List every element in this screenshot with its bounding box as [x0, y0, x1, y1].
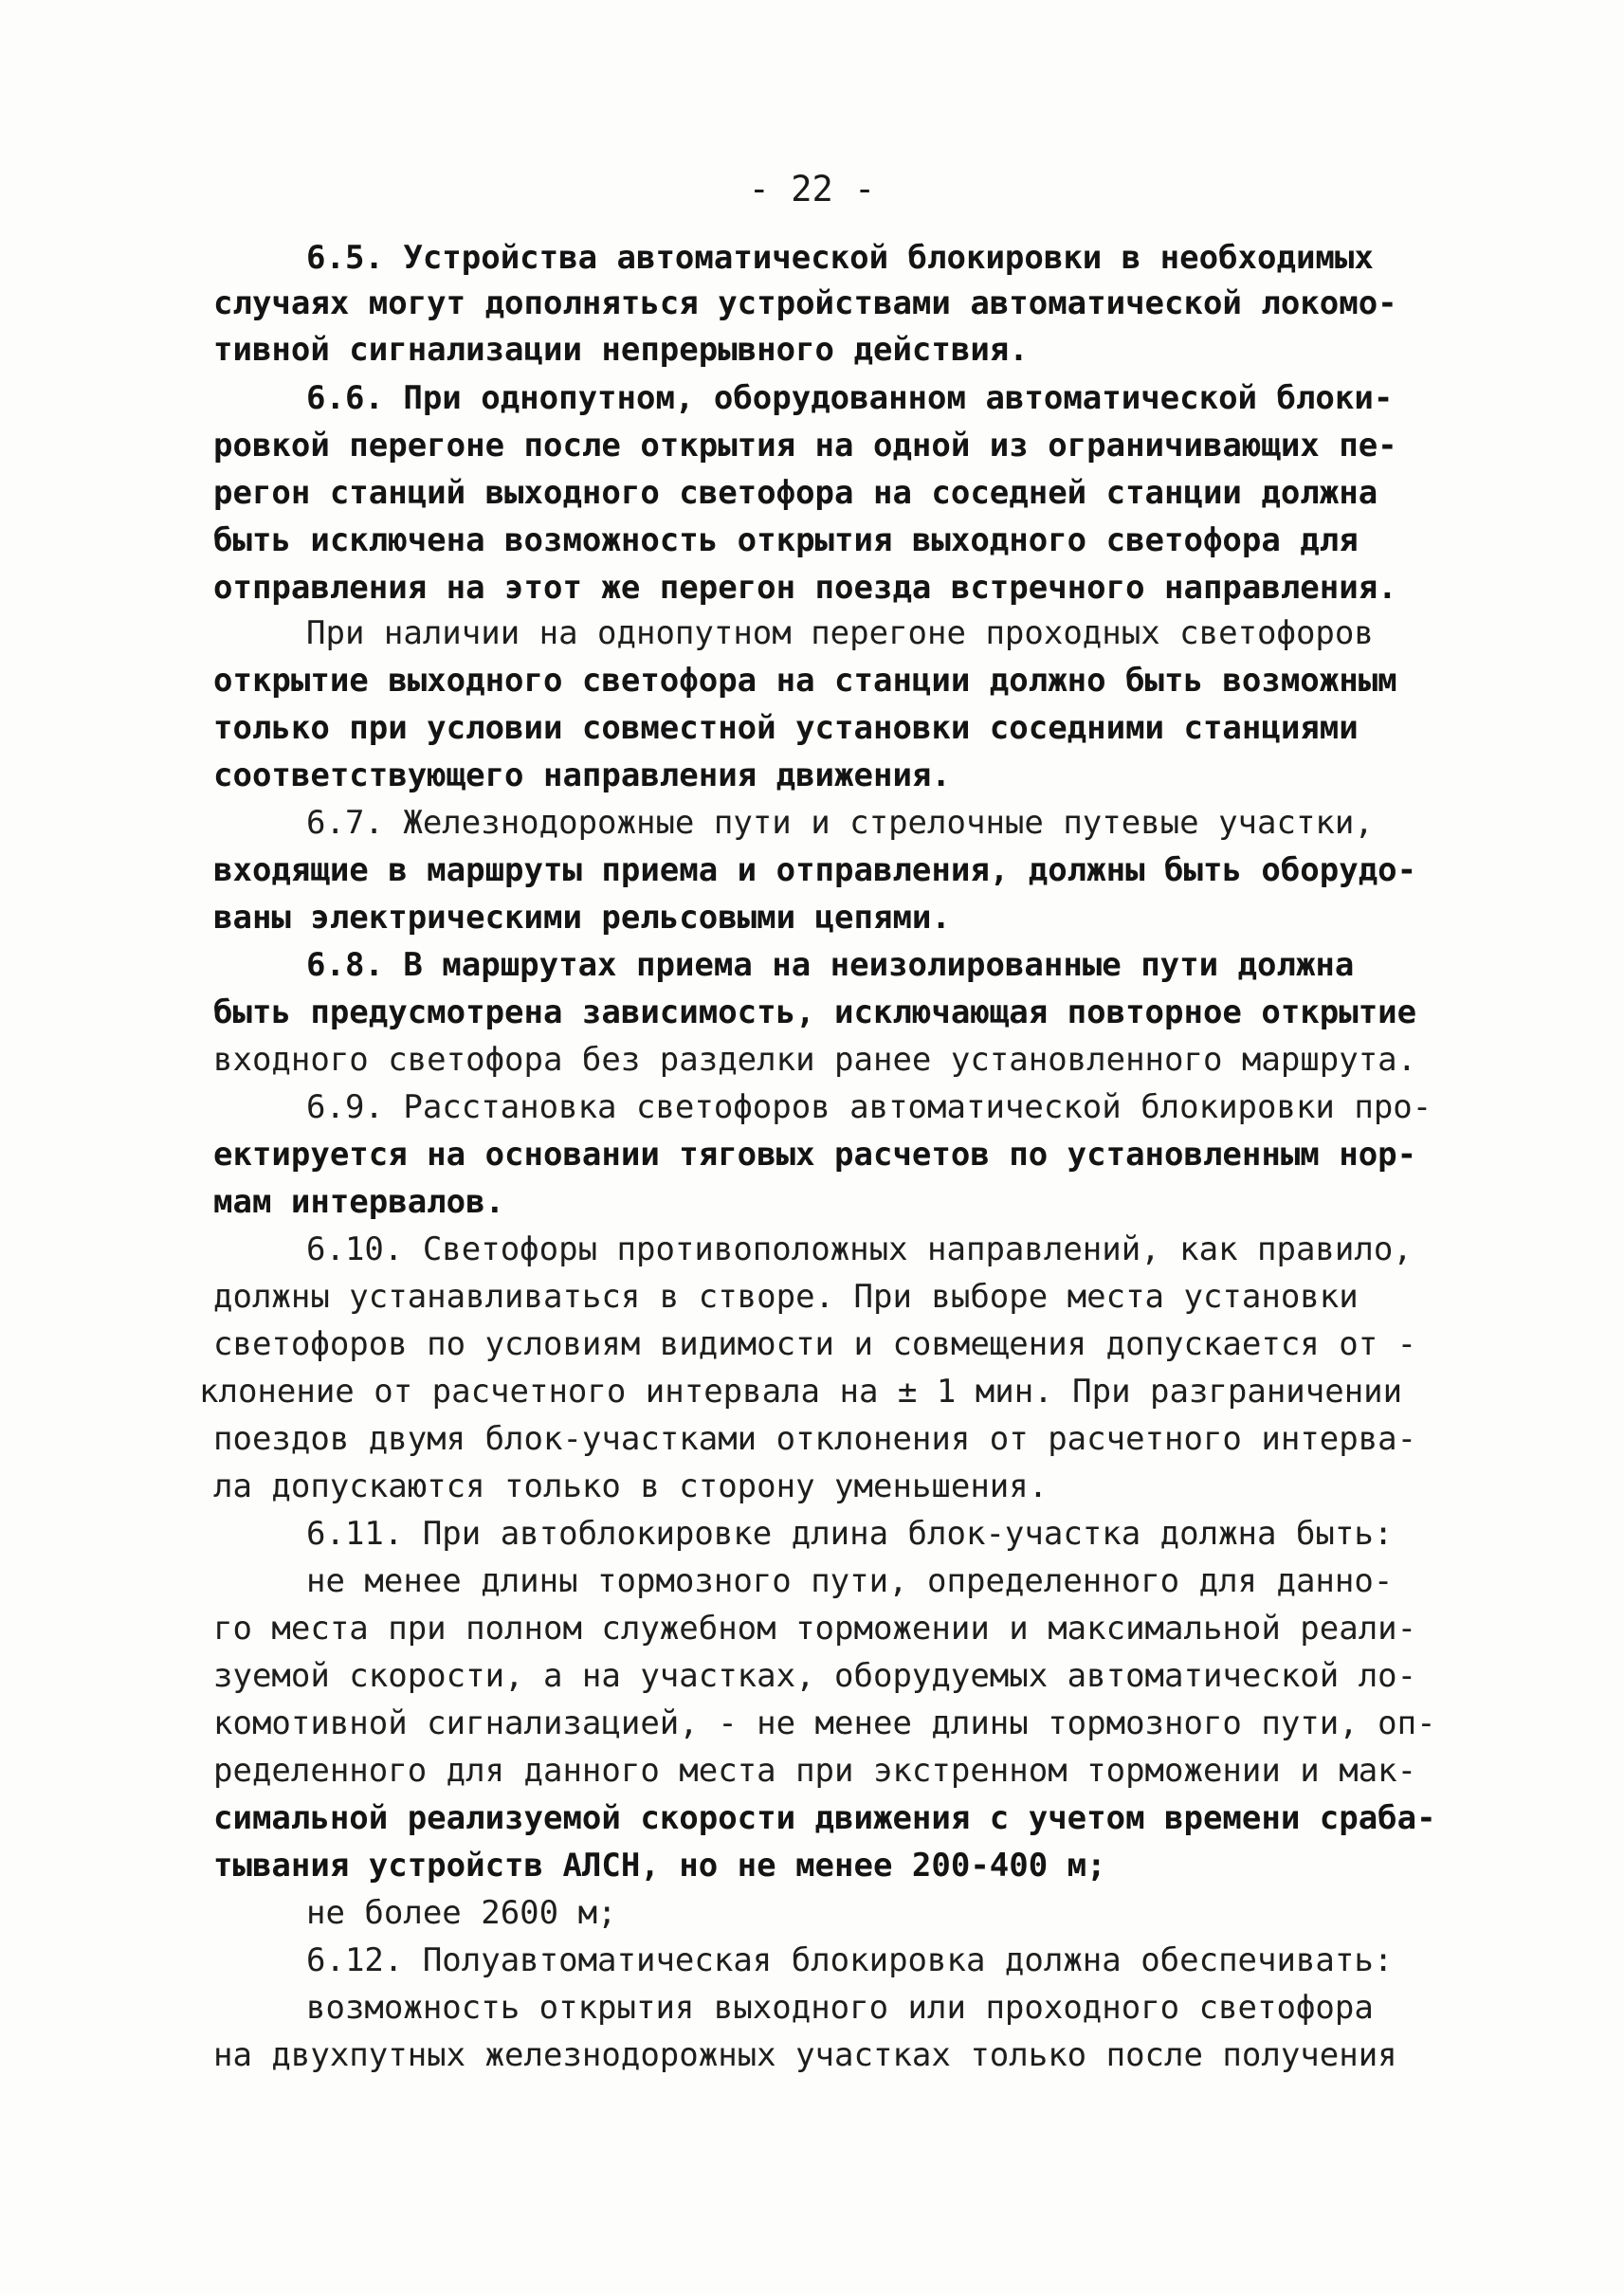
- text-line: 6.8. В маршрутах приема на неизолированные пути должна: [306, 946, 1355, 984]
- text-line: симальной реализуемой скорости движения с учетом времени сраба-: [213, 1799, 1436, 1837]
- text-line: 6.5. Устройства автоматической блокировки в необходимых: [306, 239, 1374, 277]
- text-line: не более 2600 м;: [306, 1894, 617, 1932]
- text-line: ваны электрическими рельсовыми цепями.: [213, 899, 951, 937]
- text-line: входного светофора без разделки ранее установленного маршрута.: [213, 1041, 1417, 1079]
- text-line: ровкой перегоне после открытия на одной из ограничивающих пе-: [213, 427, 1397, 464]
- text-line: 6.6. При однопутном, оборудованном автоматической блоки-: [306, 379, 1394, 417]
- text-line: тывания устройств АЛСН, но не менее 200-400 м;: [213, 1847, 1106, 1885]
- text-line: мам интервалов.: [213, 1183, 505, 1221]
- text-line: 6.7. Железнодорожные пути и стрелочные путевые участки,: [306, 804, 1374, 842]
- text-line: зуемой скорости, а на участках, оборудуемых автоматической ло-: [213, 1657, 1417, 1695]
- text-line: ределенного для данного места при экстренном торможении и мак-: [213, 1752, 1417, 1790]
- text-line: на двухпутных железнодорожных участках только после получения: [213, 2036, 1397, 2074]
- text-line: тивной сигнализации непрерывного действия.: [213, 331, 1029, 369]
- text-line: не менее длины тормозного пути, определенного для данно-: [306, 1562, 1394, 1600]
- text-line: открытие выходного светофора на станции должно быть возможным: [213, 662, 1397, 700]
- text-line: случаях могут дополняться устройствами автоматической локомо-: [213, 284, 1397, 322]
- text-line: отправления на этот же перегон поезда встречного направления.: [213, 569, 1397, 607]
- text-line: 6.12. Полуавтоматическая блокировка должна обеспечивать:: [306, 1941, 1394, 1979]
- text-line: 6.9. Расстановка светофоров автоматической блокировки про-: [306, 1088, 1432, 1126]
- text-line: клонение от расчетного интервала на ± 1 мин. При разграничении: [199, 1373, 1403, 1411]
- text-line: только при условии совместной установки соседними станциями: [213, 709, 1359, 747]
- text-line: ла допускаются только в сторону уменьшения.: [213, 1467, 1049, 1505]
- text-line: го места при полном служебном торможении и максимальной реали-: [213, 1610, 1417, 1648]
- text-line: входящие в маршруты приема и отправления, должны быть оборудо-: [213, 851, 1417, 889]
- text-line: регон станций выходного светофора на соседней станции должна: [213, 474, 1378, 512]
- text-line: быть исключена возможность открытия выходного светофора для: [213, 521, 1359, 559]
- text-line: соответствующего направления движения.: [213, 756, 951, 794]
- text-line: 6.11. При автоблокировке длина блок-участка должна быть:: [306, 1515, 1394, 1553]
- text-line: возможность открытия выходного или проходного светофора: [306, 1989, 1374, 2027]
- page-number: - 22 -: [748, 169, 876, 209]
- text-line: должны устанавливаться в створе. При выборе места установки: [213, 1278, 1359, 1316]
- text-line: светофоров по условиям видимости и совмещения допускается от -: [213, 1325, 1417, 1363]
- text-line: поездов двумя блок-участками отклонения от расчетного интерва-: [213, 1420, 1417, 1458]
- text-line: При наличии на однопутном перегоне проходных светофоров: [306, 614, 1374, 652]
- text-line: быть предусмотрена зависимость, исключающая повторное открытие: [213, 993, 1417, 1031]
- text-line: ектируется на основании тяговых расчетов по установленным нор-: [213, 1136, 1417, 1174]
- text-line: комотивной сигнализацией, - не менее длины тормозного пути, оп-: [213, 1704, 1436, 1742]
- text-line: 6.10. Светофоры противоположных направлений, как правило,: [306, 1230, 1413, 1268]
